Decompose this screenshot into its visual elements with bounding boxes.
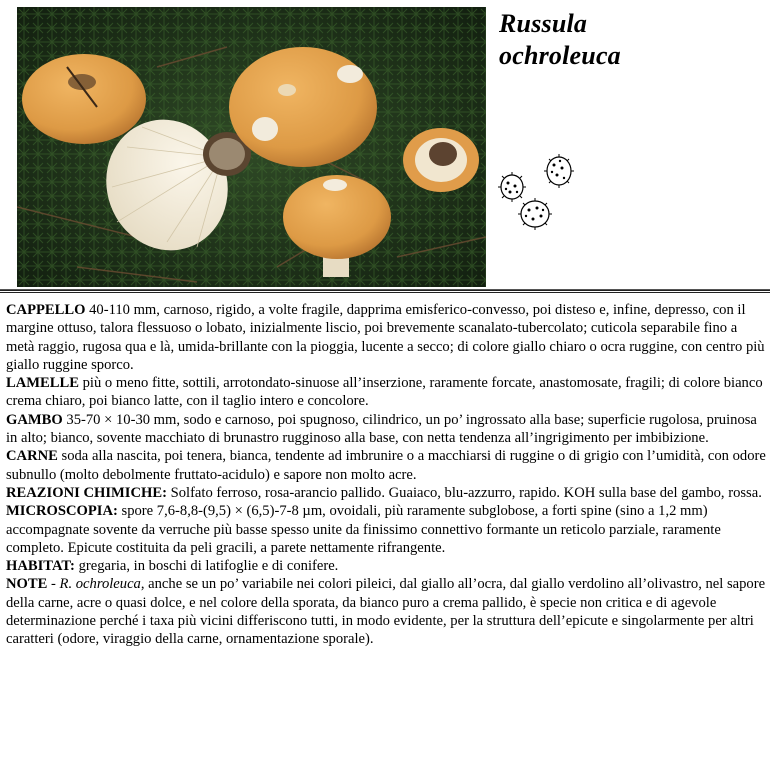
section-text: soda alla nascita, poi tenera, bianca, tendente ad imbrunire o a macchiarsi di ruggine o di grigio con l’umidità, con odore subnullo (molto debolmente fruttato-acidulo) e sapore non molto acre. xyxy=(6,448,766,483)
section-text: 35-70 × 10-30 mm, sodo e carnoso, poi spugnoso, cilindrico, un po’ ingrossato alla base; superficie rugolosa, pruinosa in alto; bianco, sovente macchiato di brunastro rugginoso alla base, con netta tendenza all’ingrigimento per imbibizione. xyxy=(6,411,757,447)
section-reazioni-chimiche xyxy=(6,484,766,502)
section-carne xyxy=(6,447,766,484)
section-text: 40-110 mm, carnoso, rigido, a volte fragile, dapprima emisferico-convesso, poi disteso e, infine, depresso, con il margine ottuso, talora flessuoso o lobato, inizialmente liscio, poi brevemente scanalato-tubercolato; cuticola separabile fino a metà raggio, rugosa qua e là, umida-brillante con la pioggia, lucente a secco; di colore giallo chiaro o ocra ruggine, con centro più giallo ruggine sporco. xyxy=(6,302,765,373)
section-note xyxy=(6,575,766,648)
species-reference: R. ochroleuca xyxy=(59,576,141,593)
description-body xyxy=(6,301,766,649)
section-text: Solfato ferroso, rosa-arancio pallido. Guaiaco, blu-azzurro, rapido. KOH sulla base del gambo, rossa. xyxy=(166,484,762,501)
mushroom-photo xyxy=(17,7,486,287)
section-heading: REAZIONI CHIMICHE: xyxy=(6,484,167,501)
section-habitat xyxy=(6,557,766,575)
section-heading: GAMBO xyxy=(6,411,63,428)
note-dash: - xyxy=(47,576,60,593)
species-title xyxy=(499,8,621,72)
section-cappello xyxy=(6,301,766,374)
spore-illustration xyxy=(496,150,586,235)
header-divider xyxy=(0,289,770,293)
species-epithet: ochroleuca xyxy=(499,41,621,70)
section-text: più o meno fitte, sottili, arrotondato-sinuose all’inserzione, raramente forcate, anastomosate, fragili; di colore bianco crema chiaro, poi bianco latte, con il taglio intero e concolore. xyxy=(6,375,763,410)
section-gambo xyxy=(6,411,766,448)
section-microscopia xyxy=(6,502,766,557)
mushroom-cap-left xyxy=(22,54,146,144)
section-heading: CARNE xyxy=(6,448,58,465)
section-text: spore 7,6-8,8-(9,5) × (6,5)-7-8 µm, ovoidali, più raramente subglobose, a forti spine (sino a 1,2 mm) accompagnate sovente da verruche più basse spesso unite da finissimo connettivo formante un reticolo parziale, raramente completo. Epicute costituita da peli gracili, a parete nettamente rifrangente. xyxy=(6,503,721,556)
mushroom-cap-center xyxy=(229,47,377,167)
genus-name: Russula xyxy=(499,9,588,38)
section-heading: CAPPELLO xyxy=(6,302,86,318)
spore-3 xyxy=(521,201,549,227)
section-heading: HABITAT: xyxy=(6,558,75,575)
spore-1 xyxy=(501,175,523,199)
section-text: gregaria, in boschi di latifoglie e di conifere. xyxy=(74,558,339,575)
section-heading: LAMELLE xyxy=(6,375,79,392)
section-heading: NOTE xyxy=(6,576,48,593)
section-heading: MICROSCOPIA: xyxy=(6,503,118,520)
section-lamelle xyxy=(6,374,766,411)
section-text: , anche se un po’ variabile nei colori pileici, dal giallo all’ocra, dal giallo verdolino all’olivastro, nel sapore della carne, acre o quasi dolce, e nel colore della sporata, da bianco puro a crema pallido, è specie non critica e di agevole determinazione perché i taxa più vicini differiscono tutti, in modo evidente, per la struttura dell’epicute e singolarmente per altri caratteri (odore, viraggio della carne, ornamentazione sporale). xyxy=(6,576,766,648)
mushroom-cap-right xyxy=(403,128,479,192)
